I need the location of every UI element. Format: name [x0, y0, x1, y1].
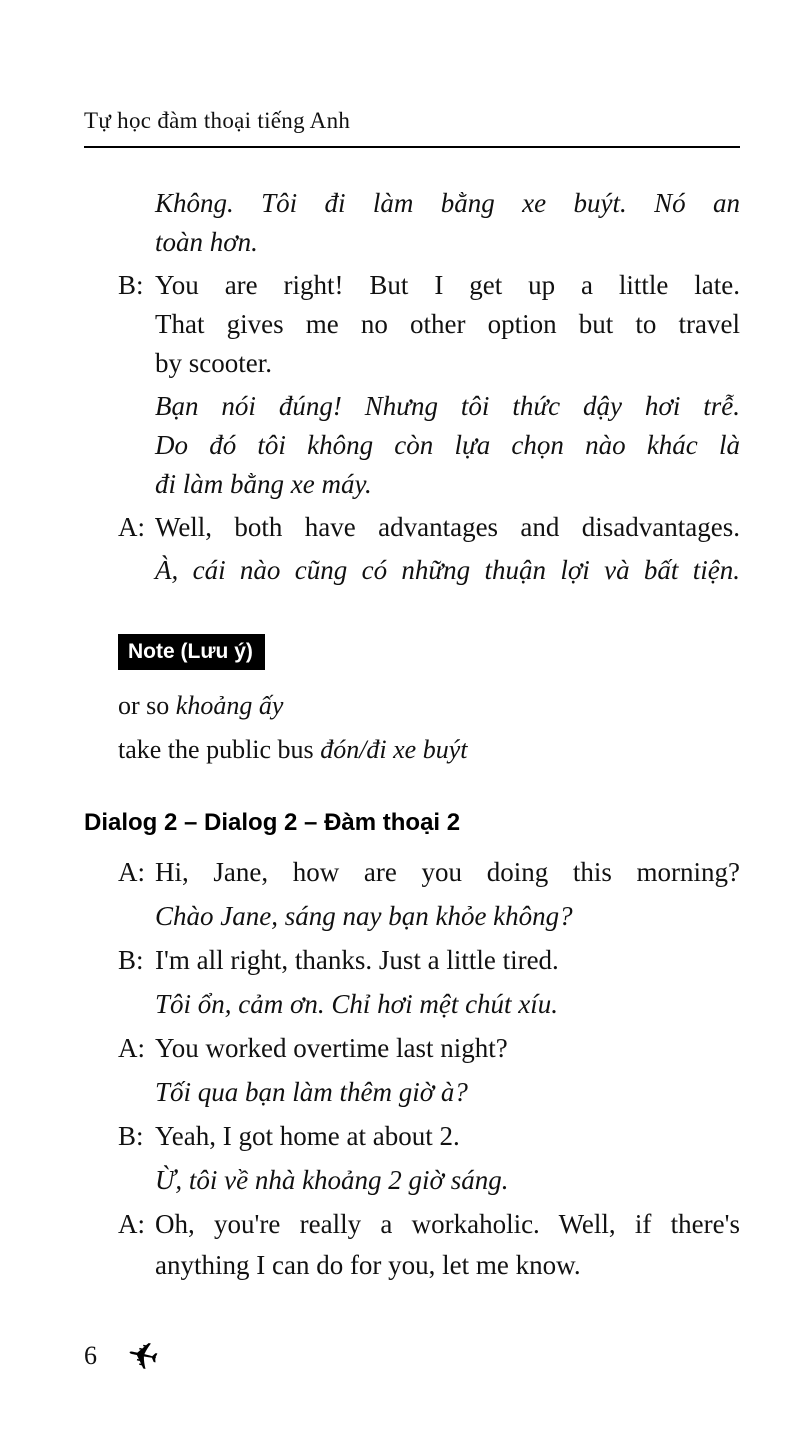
vietnamese-translation: Ừ, tôi về nhà khoảng 2 giờ sáng. [155, 1165, 509, 1195]
running-header [84, 0, 740, 148]
running-header-title: Tự học đàm thoại tiếng Anh [84, 108, 351, 133]
translation-line [118, 896, 740, 937]
dialog2-section [84, 808, 740, 1286]
speaker-label: A: [118, 1033, 145, 1063]
english-line: Hi, Jane, how are you doing this morning? [155, 857, 740, 887]
english-line: Yeah, I got home at about 2. [155, 1121, 460, 1151]
translation-line [118, 984, 740, 1025]
page-number: 6 [84, 1341, 97, 1370]
note-entry [118, 684, 740, 728]
note-phrase: take the public bus [118, 735, 314, 764]
speaker-label: A: [118, 1209, 145, 1239]
english-line: Well, both have advantages and disadvantages. [155, 512, 740, 542]
translation-line [118, 184, 740, 262]
english-line: Oh, you're really a workaholic. Well, if there's anything I can do for you, let me know. [155, 1209, 740, 1280]
translation-line [118, 551, 740, 590]
vietnamese-translation: Tối qua bạn làm thêm giờ à? [155, 1077, 468, 1107]
vietnamese-translation: Bạn nói đúng! Nhưng tôi thức dậy hơi trễ. Do đó tôi không còn lựa chọn nào khác là đi làm bằng xe máy. [155, 391, 740, 499]
note-phrase: or so [118, 691, 170, 720]
translation-line [118, 387, 740, 504]
dialog2-body [118, 852, 740, 1286]
dialog2-heading: Dialog 2 – Dialog 2 – Đàm thoại 2 [84, 809, 461, 836]
speaker-label: B: [118, 945, 144, 975]
dialog-line [118, 940, 740, 981]
english-line: I'm all right, thanks. Just a little tired. [155, 945, 559, 975]
note-phrase-translation: đón/đi xe buýt [320, 735, 468, 764]
dialog-line [118, 1028, 740, 1069]
page-footer [84, 1331, 740, 1381]
dialog-line [118, 852, 740, 893]
vietnamese-translation: À, cái nào cũng có những thuận lợi và bất tiện. [155, 555, 740, 585]
speaker-label: B: [118, 270, 144, 300]
vietnamese-translation: Tôi ổn, cảm ơn. Chỉ hơi mệt chút xíu. [155, 989, 559, 1019]
speaker-label: A: [118, 512, 145, 542]
note-section [118, 634, 740, 772]
vietnamese-translation: Không. Tôi đi làm bằng xe buýt. Nó an toàn hơn. [155, 188, 740, 257]
dialog-line [118, 266, 740, 383]
english-line: You worked overtime last night? [155, 1033, 508, 1063]
speaker-label: A: [118, 857, 145, 887]
translation-line [118, 1072, 740, 1113]
speaker-label: B: [118, 1121, 144, 1151]
vietnamese-translation: Chào Jane, sáng nay bạn khỏe không? [155, 901, 573, 931]
dialog-line [118, 1116, 740, 1157]
note-entry [118, 728, 740, 772]
note-entries [118, 684, 740, 772]
plane-icon: ✈ [122, 1331, 164, 1381]
english-line: You are right! But I get up a little late. That gives me no other option but to travel by scooter. [155, 270, 740, 378]
header-rule [84, 146, 740, 148]
translation-line [118, 1160, 740, 1201]
dialog-line [118, 508, 740, 547]
dialog1-continued [118, 184, 740, 590]
note-label: Note (Lưu ý) [118, 634, 265, 670]
dialog-line [118, 1204, 740, 1286]
note-phrase-translation: khoảng ấy [175, 691, 284, 720]
